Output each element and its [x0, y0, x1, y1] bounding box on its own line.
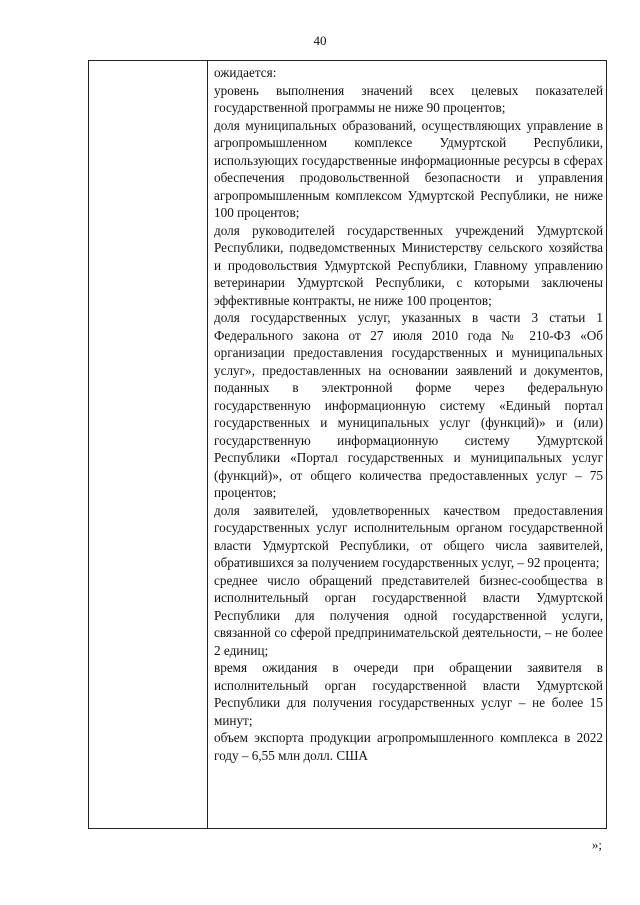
- paragraph-queue-time: время ожидания в очереди при обращении заявителя в исполнительный орган государственной власти Удмуртской Республики для получения государственных услуг – не более 15 минут;: [214, 660, 603, 728]
- table-content-cell: [214, 64, 603, 766]
- paragraph-managers-share: доля руководителей государственных учреждений Удмуртской Республики, подведомственных Министерству сельского хозяйства и продовольствия Удмуртской Республики, Главному управлению ветеринарии Удмуртской Республики, с которыми заключены эффективные контракты, не ниже 100 процентов;: [214, 222, 603, 308]
- paragraph-expected: ожидается:: [214, 65, 277, 80]
- paragraph-export-volume: объем экспорта продукции агропромышленного комплекса в 2022 году – 6,55 млн долл. США: [214, 730, 603, 763]
- paragraph-satisfied-applicants: доля заявителей, удовлетворенных качеством предоставления государственных услуг исполнительным органом государственной власти Удмуртской Республики, от общего числа заявителей, обратившихся за получением государственных услуг, – 92 процента;: [214, 502, 603, 570]
- paragraph-electronic-services-share: доля государственных услуг, указанных в части 3 статьи 1 Федерального закона от 27 июля 2010 года № 210-ФЗ «Об организации предоставления государственных и муниципальных услуг», предоставленных на основании заявлений и документов, поданных в электронной форме через федеральную государственную информационную систему «Единый портал государственных и муниципальных услуг (функций)» и (или) государственную информационную систему Удмуртской Республики «Портал государственных и муниципальных услуг (функций)», от общего количества предоставленных услуг – 75 процентов;: [214, 310, 603, 500]
- paragraph-business-requests: среднее число обращений представителей бизнес-сообщества в исполнительный орган государственной власти Удмуртской Республики для получения одной государственной услуги, связанной со сферой предпринимательской деятельности, – не более 2 единиц;: [214, 572, 603, 658]
- page-number: 40: [313, 33, 327, 48]
- column-divider: [207, 60, 208, 829]
- paragraph-municipalities-share: доля муниципальных образований, осуществляющих управление в агропромышленном комплексе Удмуртской Республики, использующих государственные информационные ресурсы в сферах обеспечения продовольственной безопасности и управления агропромышленным комплексом Удмуртской Республики, не ниже 100 процентов;: [214, 117, 603, 220]
- paragraph-target-indicators: уровень выполнения значений всех целевых показателей государственной программы не ниже 90 процентов;: [214, 82, 603, 115]
- closing-quote: »;: [591, 837, 602, 852]
